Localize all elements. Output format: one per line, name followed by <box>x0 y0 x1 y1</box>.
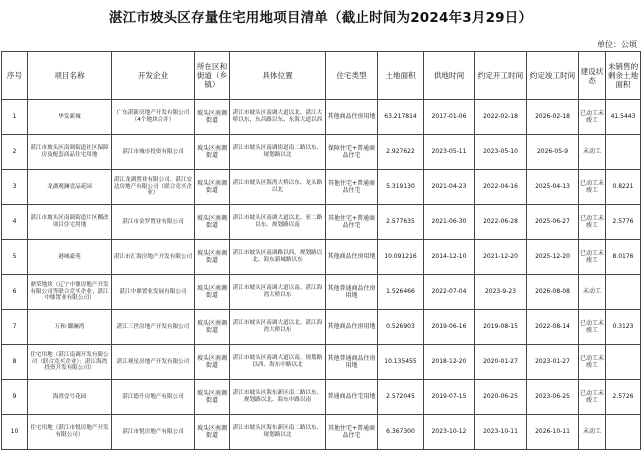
cell-housing-type: 保障住宅+普通商品住宅 <box>326 135 378 170</box>
cell-housing-type: 其他住宅+普通商品住宅 <box>326 205 378 240</box>
cell-developer: 湛江观星房地产开发有限公司 <box>112 345 195 380</box>
cell-housing-type: 其他普通商品住房用地 <box>326 275 378 310</box>
cell-agreed-completion-date: 2026-08-08 <box>527 275 579 310</box>
cell-agreed-start-date: 2019-08-15 <box>475 310 527 345</box>
cell-supply-date: 2023-10-12 <box>424 415 475 450</box>
table-row <box>2 380 641 415</box>
cell-housing-type: 其他住宅+普通商品住宅 <box>326 170 378 205</box>
cell-agreed-completion-date: 2022-08-14 <box>527 310 579 345</box>
cell-remaining-unsold-area <box>606 415 641 450</box>
cell-land-area: 63.217814 <box>378 100 424 135</box>
cell-location: 湛江市坡头区南调大道以北、湛江大桥以东，东昌路以东、东海大道以西 <box>230 100 326 135</box>
table-row <box>2 100 641 135</box>
cell-developer: 广东湛新房地产开发有限公司（4个地块合并） <box>112 100 195 135</box>
cell-land-area: 6.367300 <box>378 415 424 450</box>
cell-land-area: 2.927622 <box>378 135 424 170</box>
cell-housing-type: 其他普通商品住房用地 <box>326 345 378 380</box>
cell-project-name: 湛江市坡头区南调街道社区保障房及配套商品住宅用地 <box>28 135 112 170</box>
cell-remaining-unsold-area <box>606 275 641 310</box>
cell-agreed-completion-date: 2025-12-20 <box>527 240 579 275</box>
cell-agreed-start-date: 2020-01-27 <box>475 345 527 380</box>
cell-housing-type: 其他商品住房用地 <box>326 100 378 135</box>
cell-serial-no: 3 <box>2 170 28 205</box>
cell-developer: 湛江龙湖置业有限公司、湛江安达房地产有限公司（联合竞买企业） <box>112 170 195 205</box>
cell-remaining-unsold-area: 0.8221 <box>606 170 641 205</box>
cell-agreed-start-date: 2021-12-20 <box>475 240 527 275</box>
cell-district-street: 坡头区南调街道 <box>195 240 230 275</box>
cell-project-name: 湛江市坡头区南调街道片区棚改项目住宅用地 <box>28 205 112 240</box>
cell-supply-date: 2023-05-11 <box>424 135 475 170</box>
cell-agreed-start-date: 2023-9-23 <box>475 275 527 310</box>
cell-land-area: 10.091216 <box>378 240 424 275</box>
cell-construction-status: 已动工未竣工 <box>579 240 606 275</box>
cell-supply-date: 2018-12-20 <box>424 345 475 380</box>
cell-district-street: 坡头区南调街道 <box>195 135 230 170</box>
header-row <box>2 52 641 100</box>
table-row <box>2 240 641 275</box>
cell-housing-type: 普通商品住宅用地 <box>326 380 378 415</box>
cell-district-street: 坡头区南调街道 <box>195 205 230 240</box>
cell-supply-date: 2017-01-06 <box>424 100 475 135</box>
cell-location: 湛江市坡头区南调路以西、规划路以北、海东新城路以东 <box>230 240 326 275</box>
cell-project-name: 海湾壹号花园 <box>28 380 112 415</box>
cell-construction-status: 未动工 <box>579 275 606 310</box>
cell-housing-type: 其他商品住房用地 <box>326 240 378 275</box>
cell-project-name: 住宅用地（湛江市悦房地产开发有限公司） <box>28 415 112 450</box>
cell-supply-date: 2014-12-10 <box>424 240 475 275</box>
cell-land-area: 10.135455 <box>378 345 424 380</box>
cell-remaining-unsold-area: 8.0176 <box>606 240 641 275</box>
table-row <box>2 205 641 240</box>
table-row <box>2 310 641 345</box>
column-header-remaining-unsold-area: 未销售的剩余土地面积 <box>606 52 641 100</box>
cell-land-area: 0.526903 <box>378 310 424 345</box>
cell-agreed-start-date: 2022-04-16 <box>475 170 527 205</box>
cell-district-street: 坡头区南调街道 <box>195 415 230 450</box>
cell-location: 湛江市坡头区南调大道以南、规划路以西、海东中路以北 <box>230 345 326 380</box>
cell-location: 湛江市坡头区海东新区南二路以东、规划路以北 <box>230 415 326 450</box>
cell-land-area: 2.577635 <box>378 205 424 240</box>
table-row <box>2 170 641 205</box>
cell-agreed-completion-date: 2025-04-13 <box>527 170 579 205</box>
cell-location: 湛江市坡头区南调大道以北、湛江海湾大桥以东 <box>230 310 326 345</box>
cell-housing-type: 其他住宅+普通商品住宅 <box>326 415 378 450</box>
cell-developer: 湛江中鼎置业发展有限公司 <box>112 275 195 310</box>
cell-construction-status: 已动工未竣工 <box>579 205 606 240</box>
cell-land-area: 5.319130 <box>378 170 424 205</box>
cell-construction-status: 已动工未竣工 <box>579 345 606 380</box>
cell-supply-date: 2021-04-23 <box>424 170 475 205</box>
cell-construction-status: 已动工未竣工 <box>579 100 606 135</box>
cell-location: 湛江市坡头区海东新区南二路以东、规划路以北、海东中路以南 <box>230 380 326 415</box>
cell-construction-status: 未动工 <box>579 415 606 450</box>
cell-supply-date: 2021-06-30 <box>424 205 475 240</box>
cell-serial-no: 5 <box>2 240 28 275</box>
cell-supply-date: 2022-07-04 <box>424 275 475 310</box>
cell-agreed-completion-date: 2025-06-27 <box>527 205 579 240</box>
cell-developer: 湛江市悦房地产有限公司 <box>112 415 195 450</box>
table-row <box>2 415 641 450</box>
cell-project-name: 华发新城 <box>28 100 112 135</box>
table-body <box>2 100 641 450</box>
cell-project-name: 港城豪苑 <box>28 240 112 275</box>
column-header-housing-type: 住宅类型 <box>326 52 378 100</box>
table-header <box>2 52 641 100</box>
project-table <box>1 51 641 450</box>
column-header-agreed-start-date: 约定开工时间 <box>475 52 527 100</box>
column-header-district-street: 所在区和街道（乡镇） <box>195 52 230 100</box>
cell-location: 湛江市坡头区南调街道南二路以东、规划路以北 <box>230 135 326 170</box>
cell-agreed-completion-date: 2023-01-27 <box>527 345 579 380</box>
cell-agreed-start-date: 2022-02-18 <box>475 100 527 135</box>
cell-agreed-start-date: 2023-10-11 <box>475 415 527 450</box>
cell-housing-type: 其他商品住房用地 <box>326 310 378 345</box>
column-header-construction-status: 建设状态 <box>579 52 606 100</box>
column-header-project-name: 项目名称 <box>28 52 112 100</box>
cell-remaining-unsold-area: 41.5443 <box>606 100 641 135</box>
cell-location: 湛江市坡头区南调大道以南、湛江海湾大桥以东 <box>230 275 326 310</box>
cell-project-name: 万和·御澜湾 <box>28 310 112 345</box>
cell-project-name: 鼎荣地块（辽宁中鼎房地产开发有限公司等联合竞买企业；湛江中鼎置业有限公司） <box>28 275 112 310</box>
unit-label: 单位：公顷 <box>597 40 637 49</box>
cell-district-street: 坡头区南调街道 <box>195 170 230 205</box>
cell-serial-no: 1 <box>2 100 28 135</box>
cell-district-street: 坡头区南调街道 <box>195 310 230 345</box>
cell-location: 湛江市坡头区南调大道以北、亚二路以东、规划路以南 <box>230 205 326 240</box>
cell-agreed-start-date: 2020-06-25 <box>475 380 527 415</box>
cell-serial-no: 10 <box>2 415 28 450</box>
cell-construction-status: 已动工未竣工 <box>579 310 606 345</box>
cell-serial-no: 7 <box>2 310 28 345</box>
column-header-location: 具体位置 <box>230 52 326 100</box>
cell-supply-date: 2019-07-15 <box>424 380 475 415</box>
cell-agreed-completion-date: 2026-02-18 <box>527 100 579 135</box>
table-row <box>2 345 641 380</box>
cell-construction-status: 未动工 <box>579 135 606 170</box>
cell-developer: 湛江德升房地产有限公司 <box>112 380 195 415</box>
cell-district-street: 坡头区南调街道 <box>195 345 230 380</box>
cell-remaining-unsold-area: 0.3123 <box>606 310 641 345</box>
cell-serial-no: 9 <box>2 380 28 415</box>
cell-district-street: 坡头区南调街道 <box>195 100 230 135</box>
cell-developer: 湛江市汇海房地产开发有限公司 <box>112 240 195 275</box>
cell-serial-no: 2 <box>2 135 28 170</box>
cell-construction-status: 已动工未竣工 <box>579 380 606 415</box>
cell-agreed-completion-date: 2026-05-9 <box>527 135 579 170</box>
cell-location: 湛江市坡头区海湾大桥以东、龙头路以北 <box>230 170 326 205</box>
cell-district-street: 坡头区南调街道 <box>195 275 230 310</box>
column-header-land-area: 土地面积 <box>378 52 424 100</box>
cell-supply-date: 2019-06-16 <box>424 310 475 345</box>
column-header-serial-no: 序号 <box>2 52 28 100</box>
cell-project-name: 龙湖观澜壹品花园 <box>28 170 112 205</box>
column-header-developer: 开发企业 <box>112 52 195 100</box>
column-header-supply-date: 供地时间 <box>424 52 475 100</box>
cell-construction-status: 已动工未竣工 <box>579 170 606 205</box>
table-row <box>2 135 641 170</box>
cell-agreed-completion-date: 2026-10-11 <box>527 415 579 450</box>
cell-district-street: 坡头区南调街道 <box>195 380 230 415</box>
cell-remaining-unsold-area: 2.5776 <box>606 205 641 240</box>
cell-serial-no: 6 <box>2 275 28 310</box>
document-title: 湛江市坡头区存量住宅用地项目清单（截止时间为2024年3月29日） <box>108 10 533 26</box>
cell-serial-no: 4 <box>2 205 28 240</box>
cell-land-area: 1.526466 <box>378 275 424 310</box>
cell-agreed-completion-date: 2023-06-25 <box>527 380 579 415</box>
cell-developer: 湛江市城市投资有限公司 <box>112 135 195 170</box>
table-row <box>2 275 641 310</box>
cell-agreed-start-date: 2022-06-28 <box>475 205 527 240</box>
cell-remaining-unsold-area: 2.5726 <box>606 380 641 415</box>
cell-agreed-start-date: 2023-05-10 <box>475 135 527 170</box>
cell-serial-no: 8 <box>2 345 28 380</box>
cell-land-area: 2.572045 <box>378 380 424 415</box>
cell-project-name: 住宅用地（湛江南调开发有限公司（联合竞买企业）：湛江海湾投资开发有限公司） <box>28 345 112 380</box>
cell-remaining-unsold-area <box>606 345 641 380</box>
column-header-agreed-completion-date: 约定竣工时间 <box>527 52 579 100</box>
cell-remaining-unsold-area <box>606 135 641 170</box>
cell-developer: 湛江三世房地产开发有限公司 <box>112 310 195 345</box>
cell-developer: 湛江市金罗置业有限公司 <box>112 205 195 240</box>
